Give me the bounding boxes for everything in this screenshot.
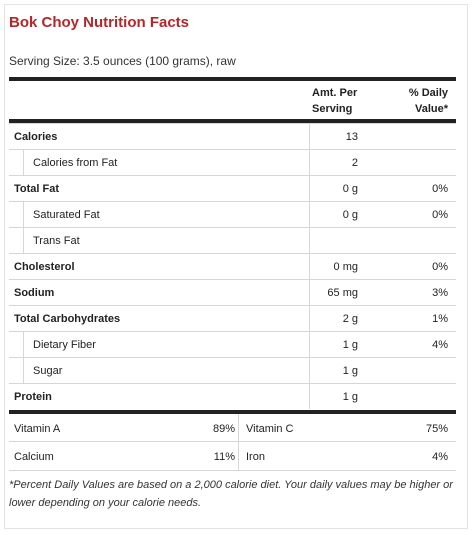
column-divider xyxy=(309,176,310,201)
column-divider xyxy=(309,384,310,409)
amount-header-line2: Serving xyxy=(312,103,353,115)
nutrient-amount: 1 g xyxy=(342,365,358,377)
vitamin-row xyxy=(9,441,456,471)
vitamin-row xyxy=(9,414,456,444)
table-header xyxy=(9,83,456,121)
table-row xyxy=(9,123,456,149)
dv-header-line1: % Daily xyxy=(408,87,448,99)
vitamin-value: 89% xyxy=(212,423,235,435)
nutrient-amount: 1 g xyxy=(342,391,358,403)
nutrient-name: Saturated Fat xyxy=(33,209,100,221)
column-divider xyxy=(238,442,239,471)
column-divider xyxy=(309,306,310,331)
column-divider xyxy=(309,254,310,279)
table-row xyxy=(9,331,456,357)
indent-divider xyxy=(9,202,24,227)
table-row xyxy=(9,357,456,383)
nutrient-amount: 0 g xyxy=(342,183,358,195)
serving-size: Serving Size: 3.5 ounces (100 grams), raw xyxy=(9,54,236,68)
dv-header-line2: Value* xyxy=(414,103,448,115)
vitamin-value: 11% xyxy=(213,451,235,463)
column-divider xyxy=(309,202,310,227)
column-divider xyxy=(238,414,239,443)
nutrient-dv: 4% xyxy=(432,339,448,351)
vitamin-value: 75% xyxy=(425,423,448,435)
nutrient-name: Dietary Fiber xyxy=(33,339,96,351)
nutrient-dv: 1% xyxy=(432,313,448,325)
table-row xyxy=(9,279,456,305)
indent-divider xyxy=(9,228,24,253)
footnote: *Percent Daily Values are based on a 2,000 calorie diet. Your daily values may be higher or lower depending on your calorie needs. xyxy=(9,479,453,509)
indent-divider xyxy=(9,358,24,383)
nutrient-dv: 0% xyxy=(432,183,448,195)
table-row xyxy=(9,305,456,331)
indent-divider xyxy=(9,332,24,357)
table-row xyxy=(9,201,456,227)
page-title: Bok Choy Nutrition Facts xyxy=(9,14,190,31)
column-divider xyxy=(309,358,310,383)
table-row xyxy=(9,253,456,279)
nutrient-amount: 1 g xyxy=(342,339,358,351)
nutrient-dv: 0% xyxy=(432,209,448,221)
nutrient-amount: 13 xyxy=(345,131,358,143)
nutrient-amount: 2 xyxy=(351,157,358,169)
vitamin-name: Vitamin C xyxy=(246,423,294,435)
table-row xyxy=(9,175,456,201)
nutrient-name: Protein xyxy=(14,391,52,403)
vitamin-value: 4% xyxy=(432,451,448,463)
nutrient-dv: 3% xyxy=(432,287,448,299)
nutrient-amount: 0 mg xyxy=(333,261,358,273)
daily-value-header xyxy=(409,85,448,117)
nutrient-amount: 0 g xyxy=(342,209,358,221)
vitamin-name: Calcium xyxy=(14,451,54,463)
column-divider xyxy=(309,228,310,253)
indent-divider xyxy=(9,150,24,175)
vitamin-name: Iron xyxy=(246,451,265,463)
footnote-divider xyxy=(9,470,456,471)
top-heavy-rule xyxy=(9,77,456,81)
nutrient-name: Sodium xyxy=(14,287,55,299)
table-row xyxy=(9,149,456,175)
nutrient-name: Cholesterol xyxy=(14,261,75,273)
amount-header-line1: Amt. Per xyxy=(312,87,358,99)
column-divider xyxy=(309,332,310,357)
table-row xyxy=(9,383,456,409)
column-divider xyxy=(309,124,310,149)
nutrient-name: Trans Fat xyxy=(33,235,80,247)
nutrient-name: Calories xyxy=(14,131,58,143)
column-divider xyxy=(309,150,310,175)
column-divider xyxy=(309,280,310,305)
nutrient-name: Total Carbohydrates xyxy=(14,313,121,325)
nutrient-amount: 2 g xyxy=(342,313,358,325)
nutrient-name: Calories from Fat xyxy=(33,157,118,169)
table-row xyxy=(9,227,456,253)
vitamin-name: Vitamin A xyxy=(14,423,61,435)
nutrient-name: Sugar xyxy=(33,365,63,377)
nutrient-dv: 0% xyxy=(432,261,448,273)
nutrient-amount: 65 mg xyxy=(327,287,358,299)
amount-per-serving-header xyxy=(312,85,357,117)
nutrient-name: Total Fat xyxy=(14,183,60,195)
